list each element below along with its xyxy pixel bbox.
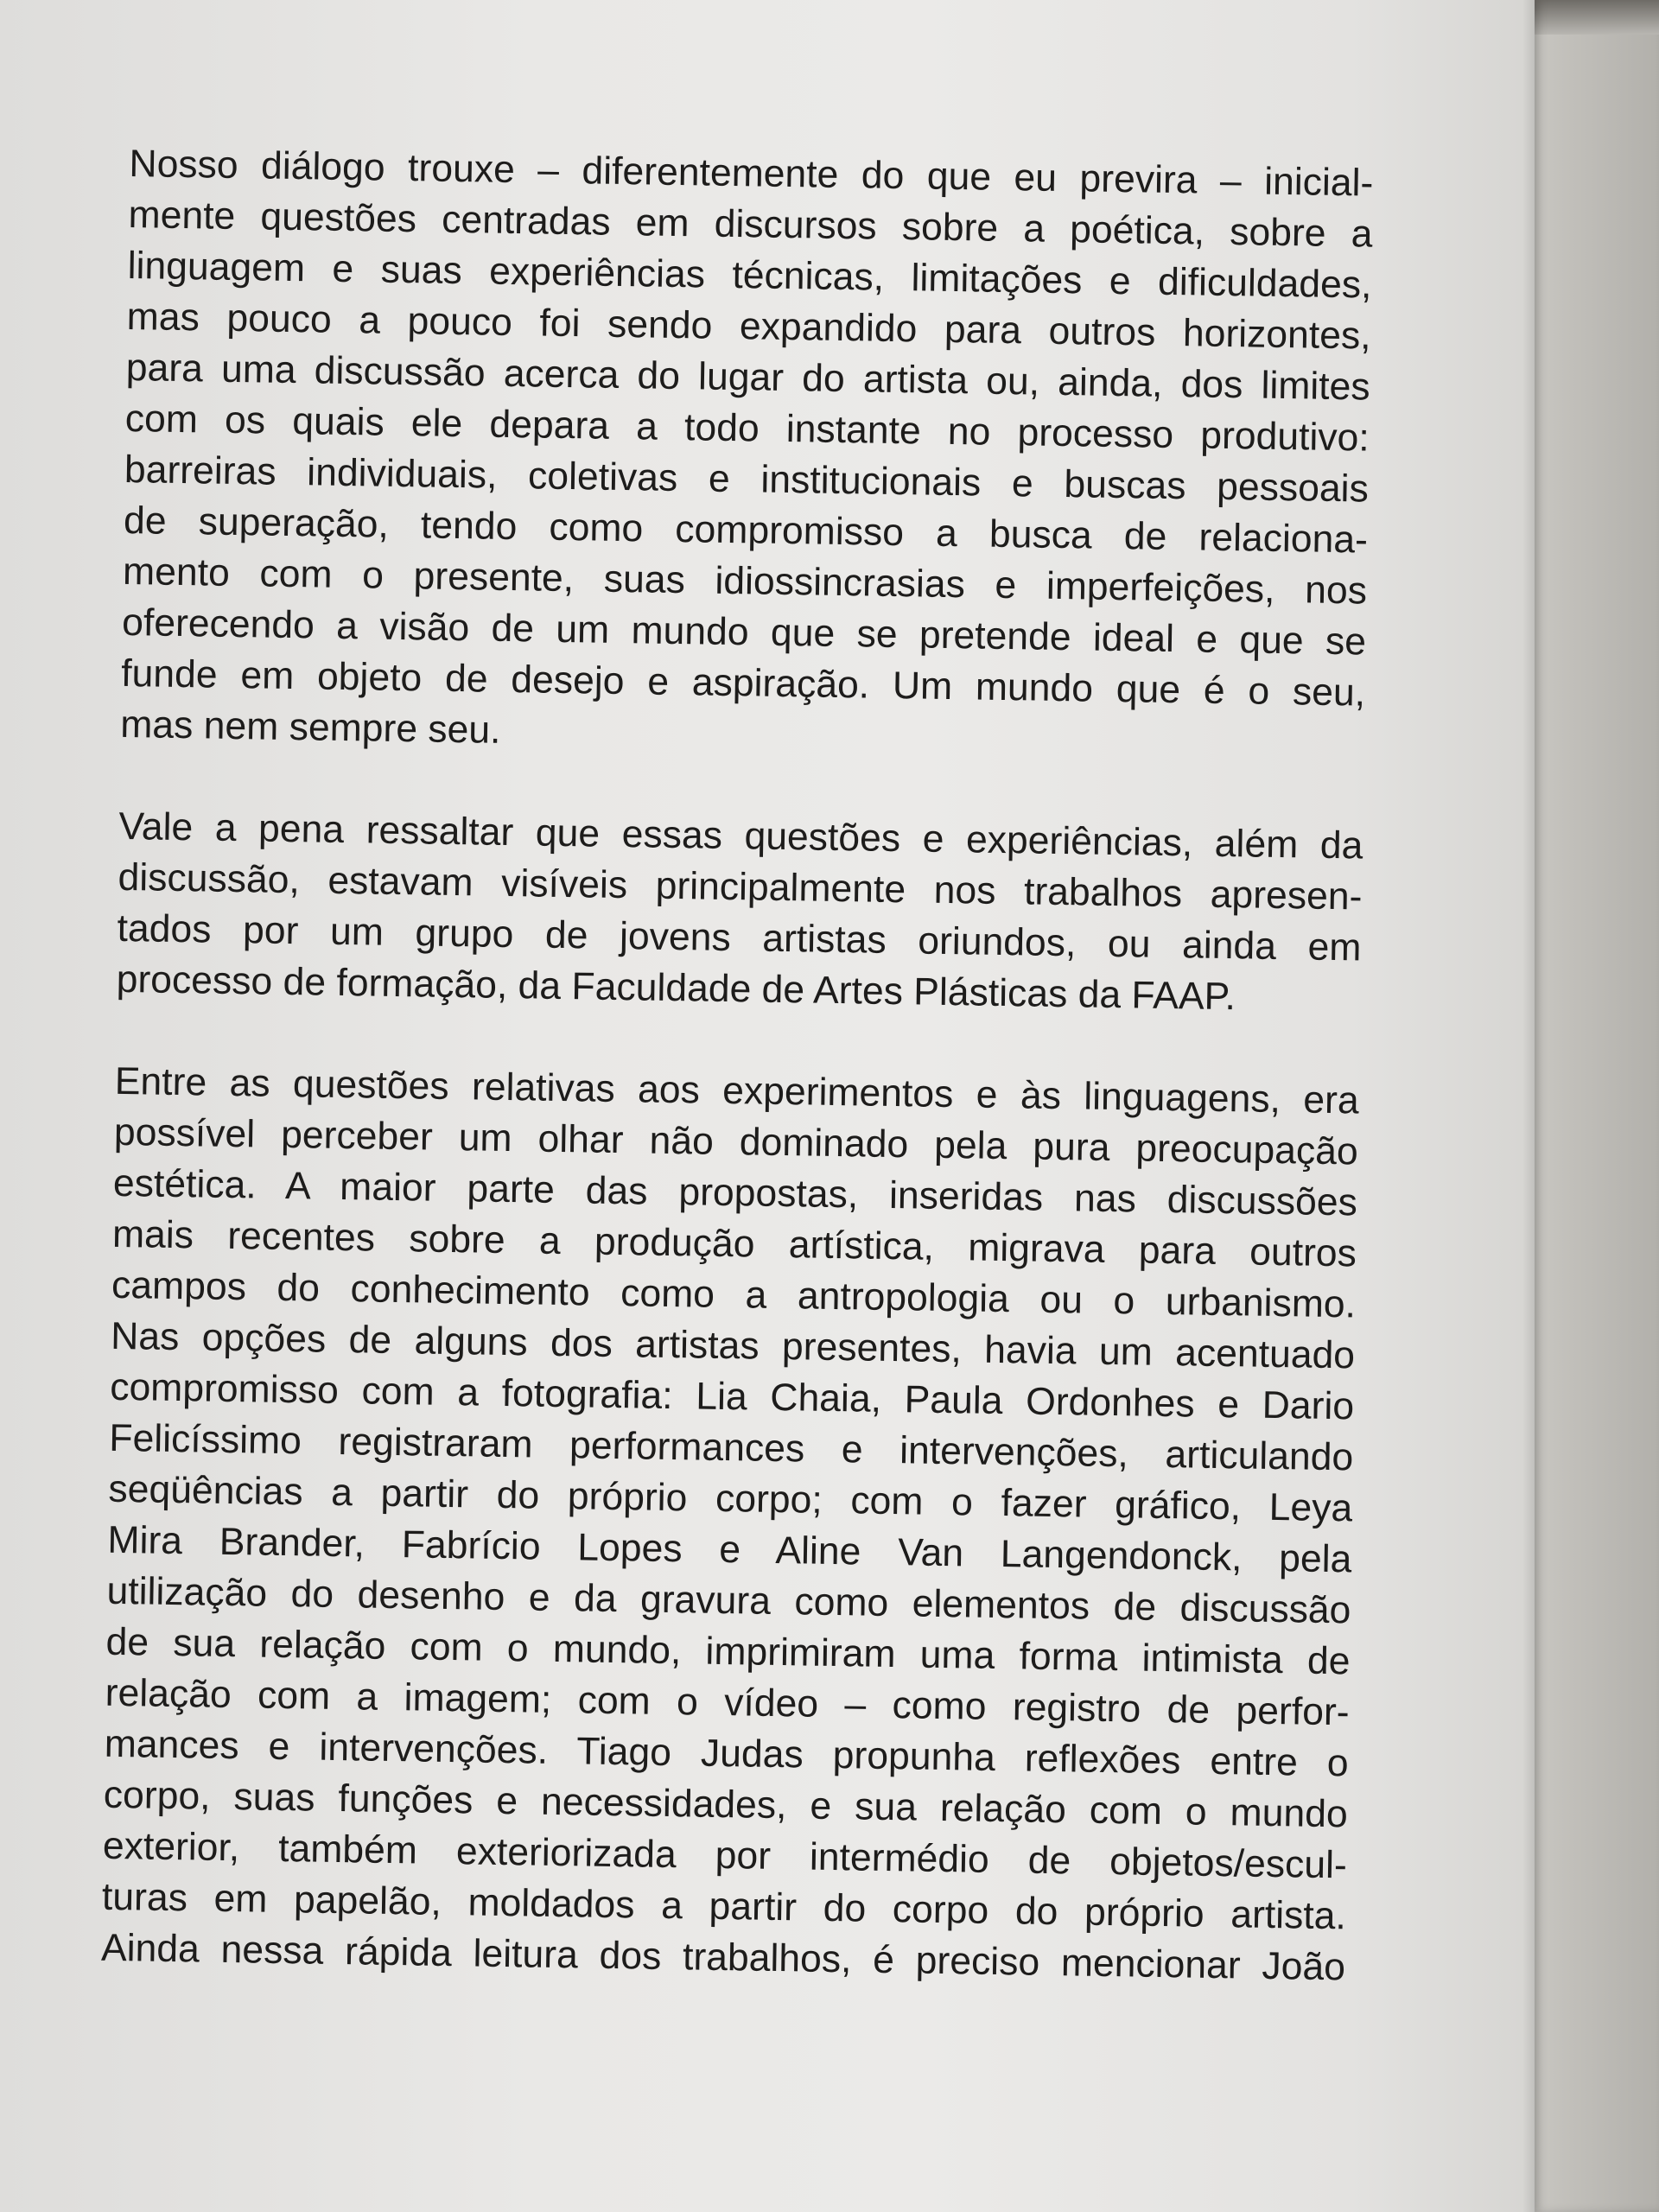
text-line: Entre as questões relativas aos experimentos e às linguagens, era — [114, 1059, 1360, 1122]
text-line: estética. A maior parte das propostas, inseridas nas discussões — [112, 1161, 1358, 1224]
text-line: processo de formação, da Faculdade de Artes Plásticas da FAAP. — [116, 957, 1236, 1019]
text-line: discussão, estavam visíveis principalmente nos trabalhos apresen- — [118, 855, 1363, 918]
text-line: turas em papelão, moldados a partir do corpo do próprio artista. — [101, 1875, 1347, 1938]
text-line: Vale a pena ressaltar que essas questões e experiências, além da — [118, 804, 1363, 868]
text-line: mais recentes sobre a produção artística, migrava para outros — [111, 1212, 1357, 1275]
text-line: Nas opções de alguns dos artistas presentes, havia um acentuado — [110, 1314, 1356, 1377]
text-line: seqüências a partir do próprio corpo; com o fazer gráfico, Leya — [108, 1467, 1353, 1530]
text-line: mente questões centradas em discursos sobre a poética, sobre a — [128, 193, 1373, 256]
text-line: exterior, também exteriorizada por intermédio de objetos/escul- — [102, 1824, 1348, 1887]
text-line: Mira Brander, Fabrício Lopes e Aline Van Langendonck, pela — [107, 1518, 1352, 1581]
paragraph-1 — [120, 138, 1374, 770]
text-line: Ainda nessa rápida leitura dos trabalhos, é preciso mencionar João — [100, 1926, 1346, 1989]
text-line: com os quais ele depara a todo instante no processo produtivo: — [124, 397, 1370, 460]
paragraph-3 — [101, 1056, 1360, 1993]
text-line: linguagem e suas experiências técnicas, limitações e dificuldades, — [127, 244, 1372, 307]
text-line: corpo, suas funções e necessidades, e sua relação com o mundo — [103, 1773, 1349, 1836]
text-line: para uma discussão acerca do lugar do artista ou, ainda, dos limites — [125, 346, 1371, 409]
text-line: funde em objeto de desejo e aspiração. Um mundo que é o seu, — [120, 652, 1366, 715]
text-line: de superação, tendo como compromisso a busca de relaciona- — [123, 499, 1369, 562]
text-line: relação com a imagem; com o vídeo – como registro de perfor- — [105, 1671, 1350, 1734]
text-line: mas pouco a pouco foi sendo expandido para outros horizontes, — [126, 295, 1371, 358]
text-line: mento com o presente, suas idiossincrasias e imperfeições, nos — [122, 550, 1368, 613]
back-page-top-shadow — [1521, 0, 1659, 35]
text-line: Nosso diálogo trouxe – diferentemente do que eu previra – inicial- — [129, 142, 1374, 205]
text-line: mances e intervenções. Tiago Judas propunha reflexões entre o — [104, 1722, 1350, 1785]
text-line: Felicíssimo registraram performances e intervenções, articulando — [108, 1416, 1354, 1479]
paragraph-2 — [116, 801, 1363, 1025]
text-line: de sua relação com o mundo, imprimiram uma forma intimista de — [105, 1620, 1351, 1683]
text-line: possível perceber um olhar não dominado pela pura preocupação — [113, 1110, 1359, 1173]
text-line: oferecendo a visão de um mundo que se pretende ideal e que se — [121, 601, 1367, 664]
text-line: tados por um grupo de jovens artistas oriundos, ou ainda em — [117, 906, 1362, 969]
body-text — [100, 138, 1374, 2044]
text-line: campos do conhecimento como a antropologia ou o urbanismo. — [111, 1263, 1357, 1326]
text-line: barreiras individuais, coletivas e institucionais e buscas pessoais — [124, 448, 1370, 511]
page-edge-shadow — [1522, 0, 1535, 2212]
text-line: utilização do desenho e da gravura como elementos de discussão — [106, 1569, 1351, 1632]
text-line: mas nem sempre seu. — [119, 702, 501, 752]
text-line: compromisso com a fotografia: Lia Chaia, Paula Ordonhes e Dario — [109, 1365, 1355, 1428]
